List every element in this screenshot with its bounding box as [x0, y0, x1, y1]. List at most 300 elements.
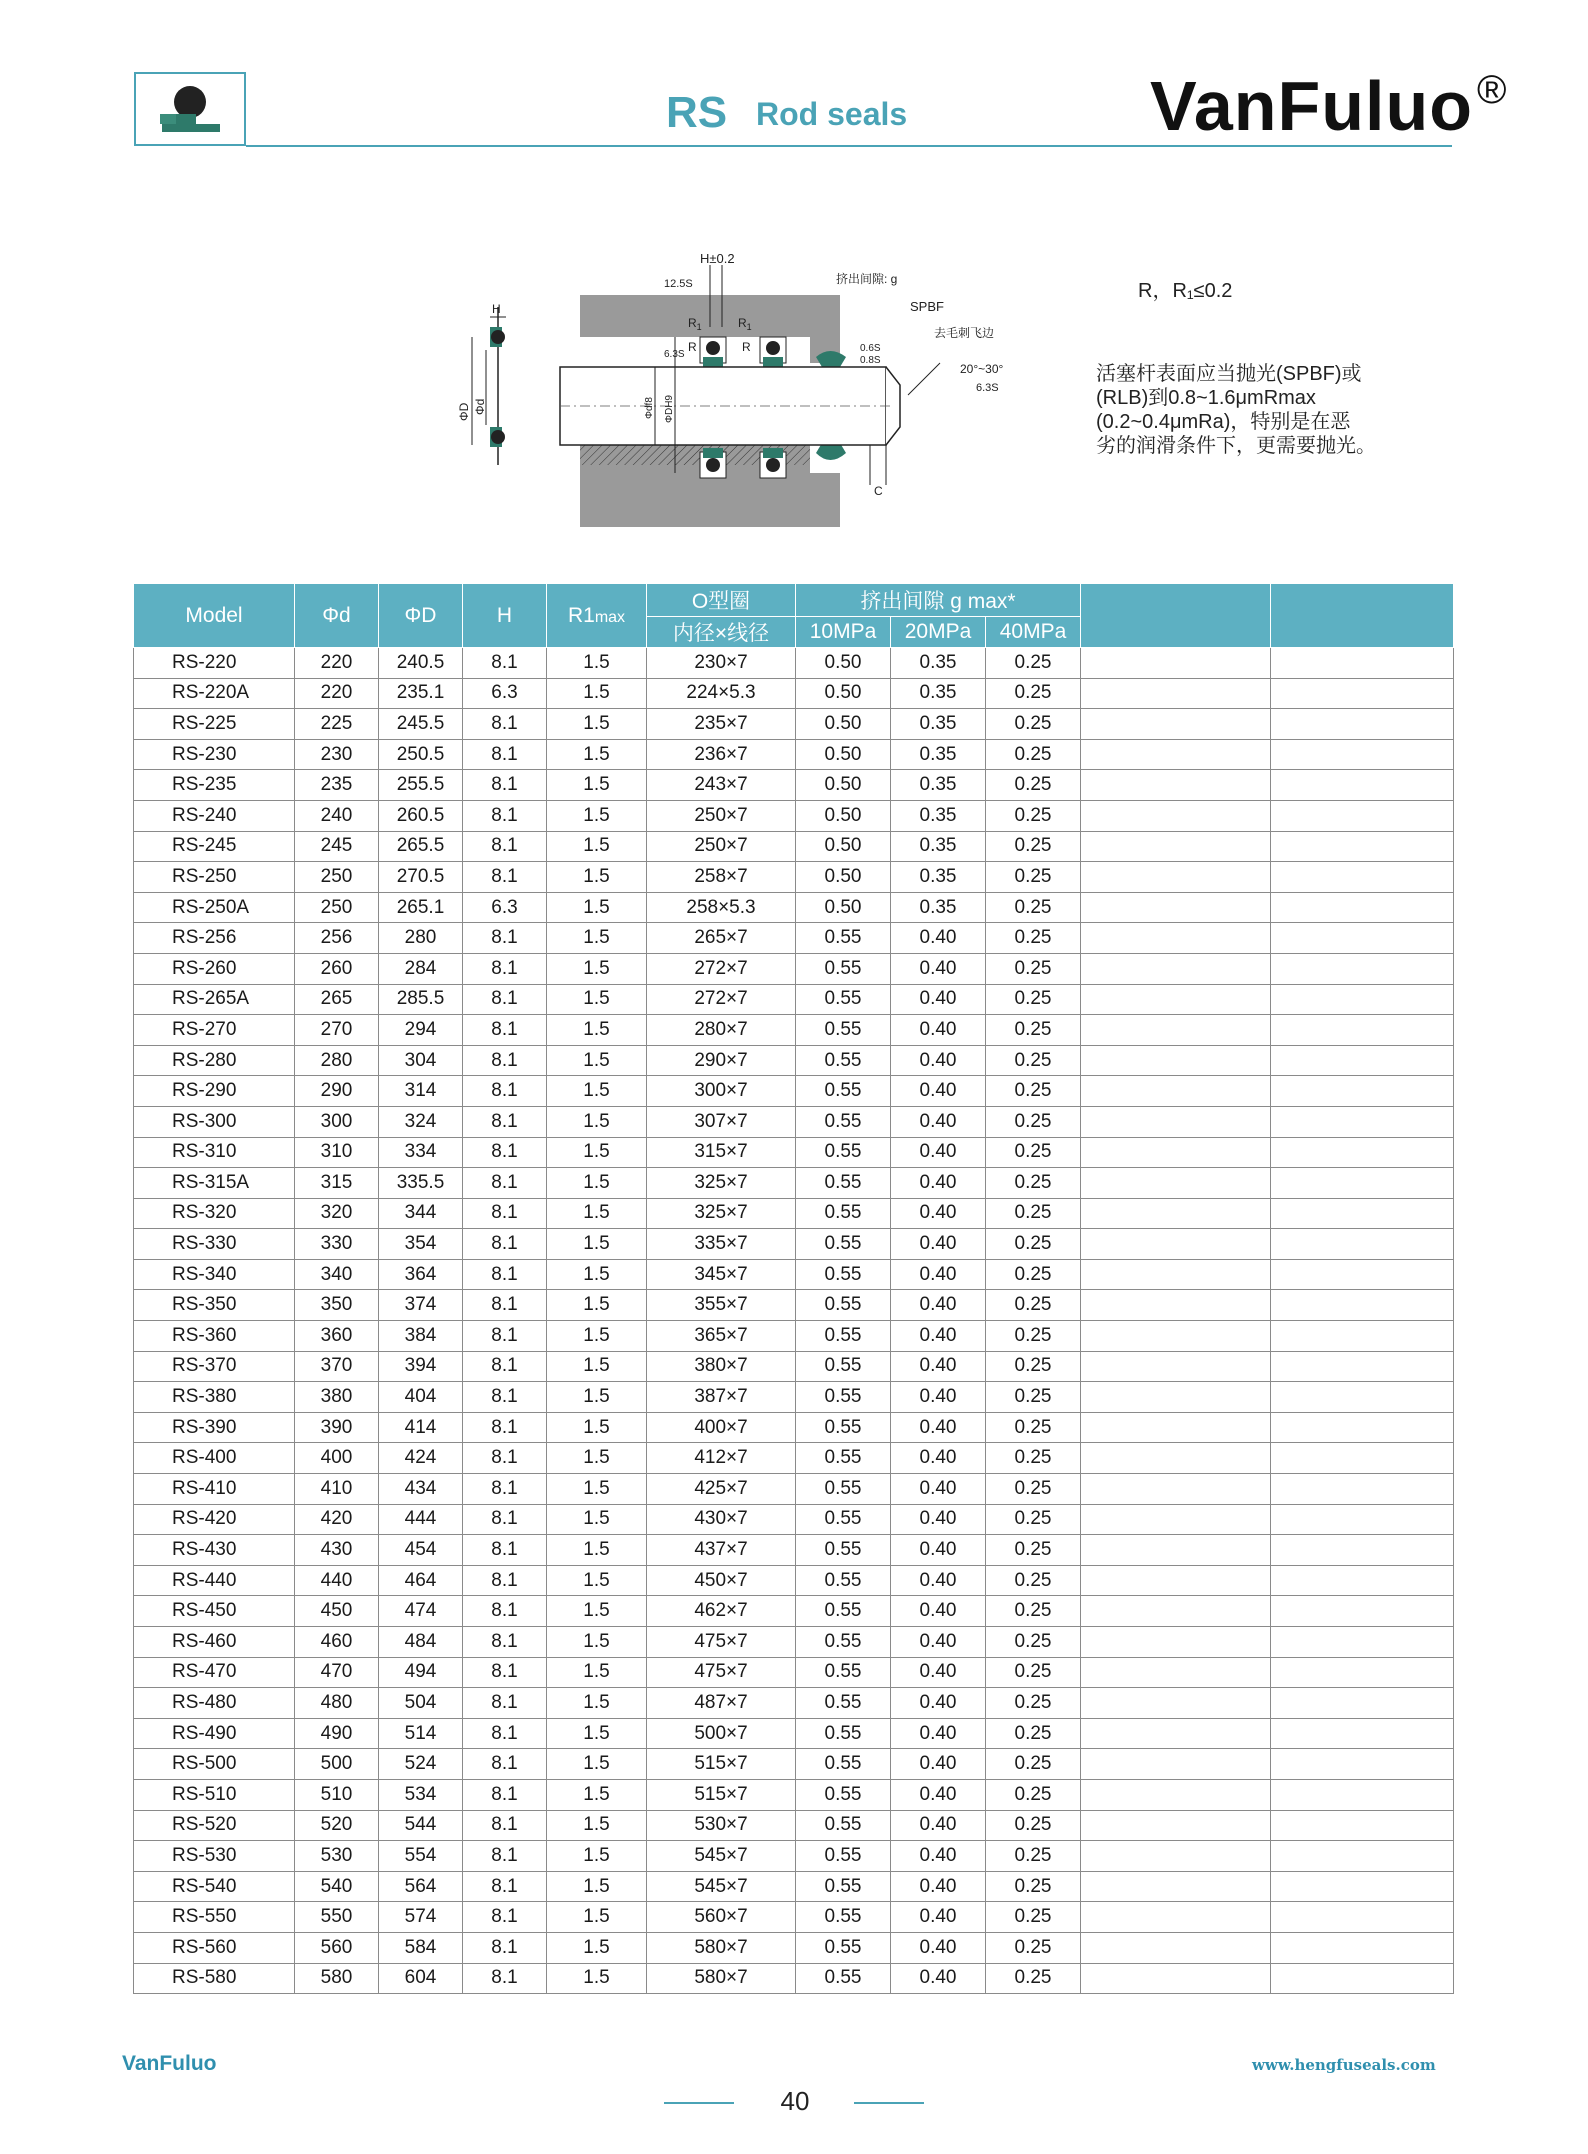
H-cell: 8.1	[463, 1963, 547, 1994]
table-row	[134, 831, 1454, 862]
gap-10mpa-cell: 0.55	[796, 1688, 891, 1719]
gap-20mpa-cell: 0.35	[891, 862, 986, 893]
gap-40mpa-cell: 0.25	[986, 1932, 1081, 1963]
gap-40mpa-cell: 0.25	[986, 1627, 1081, 1658]
blank-cell	[1081, 1871, 1271, 1902]
oring-cell: 258×7	[647, 862, 796, 893]
oring-cell: 545×7	[647, 1841, 796, 1872]
table-row	[134, 1779, 1454, 1810]
d-cell: 440	[295, 1565, 379, 1596]
blank-cell	[1081, 1749, 1271, 1780]
gap-10mpa-cell: 0.55	[796, 1565, 891, 1596]
D-cell: 574	[379, 1902, 463, 1933]
H-cell: 8.1	[463, 739, 547, 770]
blank-cell	[1081, 1015, 1271, 1046]
model-cell: RS-430	[134, 1535, 295, 1566]
H-cell: 8.1	[463, 953, 547, 984]
gap-10mpa-cell: 0.55	[796, 984, 891, 1015]
d-cell: 560	[295, 1932, 379, 1963]
gap-20mpa-cell: 0.35	[891, 709, 986, 740]
model-cell: RS-250A	[134, 892, 295, 923]
gap-10mpa-cell: 0.50	[796, 770, 891, 801]
gap-40mpa-cell: 0.25	[986, 1871, 1081, 1902]
H-cell: 8.1	[463, 1841, 547, 1872]
blank-cell	[1081, 923, 1271, 954]
gap-20mpa-cell: 0.40	[891, 1565, 986, 1596]
D-cell: 265.1	[379, 892, 463, 923]
H-cell: 8.1	[463, 1657, 547, 1688]
col-header-20mpa: 20MPa	[891, 617, 986, 648]
gap-40mpa-cell: 0.25	[986, 1565, 1081, 1596]
col-header-oring-1: O型圈	[647, 584, 796, 617]
gap-20mpa-cell: 0.40	[891, 1290, 986, 1321]
gap-20mpa-cell: 0.40	[891, 1810, 986, 1841]
H-cell: 8.1	[463, 1076, 547, 1107]
r1-cell: 1.5	[547, 1688, 647, 1719]
D-cell: 324	[379, 1106, 463, 1137]
d-cell: 550	[295, 1902, 379, 1933]
col-header-r1-sub: max	[594, 608, 626, 626]
gap-10mpa-cell: 0.55	[796, 1810, 891, 1841]
oring-cell: 250×7	[647, 800, 796, 831]
gap-20mpa-cell: 0.40	[891, 1871, 986, 1902]
D-cell: 604	[379, 1963, 463, 1994]
r1-label-text: R	[688, 316, 697, 330]
r1-cell: 1.5	[547, 1045, 647, 1076]
footer-brand: VanFuluo	[122, 2052, 217, 2075]
oring-cell: 345×7	[647, 1259, 796, 1290]
d-cell: 320	[295, 1198, 379, 1229]
gap-40mpa-cell: 0.25	[986, 800, 1081, 831]
model-cell: RS-270	[134, 1015, 295, 1046]
H-cell: 8.1	[463, 1229, 547, 1260]
blank-cell	[1081, 1657, 1271, 1688]
gap-40mpa-cell: 0.25	[986, 1535, 1081, 1566]
H-cell: 8.1	[463, 1535, 547, 1566]
r1-cell: 1.5	[547, 1718, 647, 1749]
r1-cell: 1.5	[547, 1168, 647, 1199]
D-cell: 424	[379, 1443, 463, 1474]
blank-cell	[1271, 892, 1454, 923]
blank-cell	[1271, 1565, 1454, 1596]
gap-20mpa-cell: 0.35	[891, 678, 986, 709]
oring-cell: 224×5.3	[647, 678, 796, 709]
blank-cell	[1271, 678, 1454, 709]
col-header-D: ΦD	[379, 584, 463, 648]
D-cell: 564	[379, 1871, 463, 1902]
deburr-label: 去毛刺飞边	[934, 326, 995, 340]
gap-20mpa-cell: 0.40	[891, 1474, 986, 1505]
gap-20mpa-cell: 0.35	[891, 739, 986, 770]
radius-tolerance-note: R，R₁≤0.2	[1138, 280, 1233, 302]
gap-20mpa-cell: 0.40	[891, 1749, 986, 1780]
oring-cell: 250×7	[647, 831, 796, 862]
surface-finish-note	[1096, 362, 1436, 458]
d-cell: 400	[295, 1443, 379, 1474]
r1-cell: 1.5	[547, 1779, 647, 1810]
model-cell: RS-280	[134, 1045, 295, 1076]
model-cell: RS-540	[134, 1871, 295, 1902]
blank-cell	[1271, 1229, 1454, 1260]
D-cell: 554	[379, 1841, 463, 1872]
H-cell: 8.1	[463, 862, 547, 893]
col-header-H: H	[463, 584, 547, 648]
page-number-rule-left	[664, 2102, 734, 2104]
oring-cell: 258×5.3	[647, 892, 796, 923]
gap-10mpa-cell: 0.55	[796, 1382, 891, 1413]
model-cell: RS-260	[134, 953, 295, 984]
model-cell: RS-440	[134, 1565, 295, 1596]
brand-name: VanFuluo	[1150, 67, 1473, 145]
d-cell: 300	[295, 1106, 379, 1137]
blank-cell	[1271, 1596, 1454, 1627]
gap-20mpa-cell: 0.40	[891, 1198, 986, 1229]
table-row	[134, 1015, 1454, 1046]
gap-40mpa-cell: 0.25	[986, 709, 1081, 740]
table-row	[134, 1351, 1454, 1382]
gap-40mpa-cell: 0.25	[986, 1902, 1081, 1933]
gap-40mpa-cell: 0.25	[986, 1810, 1081, 1841]
blank-cell	[1081, 1535, 1271, 1566]
blank-cell	[1271, 1198, 1454, 1229]
gap-label: 挤出间隙: g	[836, 272, 898, 286]
d-cell: 450	[295, 1596, 379, 1627]
D-cell: 584	[379, 1932, 463, 1963]
blank-cell	[1081, 1076, 1271, 1107]
D-cell: 444	[379, 1504, 463, 1535]
blank-cell	[1271, 1443, 1454, 1474]
H-cell: 8.1	[463, 1351, 547, 1382]
r1-cell: 1.5	[547, 1290, 647, 1321]
r1-cell: 1.5	[547, 1198, 647, 1229]
oring-cell: 530×7	[647, 1810, 796, 1841]
table-row	[134, 1535, 1454, 1566]
H-cell: 8.1	[463, 1718, 547, 1749]
H-cell: 8.1	[463, 1779, 547, 1810]
r1-cell: 1.5	[547, 831, 647, 862]
blank-cell	[1081, 1902, 1271, 1933]
blank-cell	[1271, 831, 1454, 862]
blank-cell	[1271, 1015, 1454, 1046]
oring-cell: 475×7	[647, 1657, 796, 1688]
blank-cell	[1271, 1718, 1454, 1749]
H-cell: 8.1	[463, 1290, 547, 1321]
H-cell: 8.1	[463, 1106, 547, 1137]
d-cell: 370	[295, 1351, 379, 1382]
table-row	[134, 1718, 1454, 1749]
gap-40mpa-cell: 0.25	[986, 1382, 1081, 1413]
blank-cell	[1081, 1718, 1271, 1749]
d-cell: 220	[295, 648, 379, 679]
gap-40mpa-cell: 0.25	[986, 1198, 1081, 1229]
blank-cell	[1081, 1504, 1271, 1535]
D-cell: 544	[379, 1810, 463, 1841]
blank-cell	[1271, 1382, 1454, 1413]
gap-10mpa-cell: 0.55	[796, 1779, 891, 1810]
gap-20mpa-cell: 0.40	[891, 1657, 986, 1688]
blank-cell	[1081, 1106, 1271, 1137]
blank-cell	[1081, 1963, 1271, 1994]
r1-cell: 1.5	[547, 770, 647, 801]
table-row	[134, 1627, 1454, 1658]
oring-cell: 265×7	[647, 923, 796, 954]
oring-cell: 230×7	[647, 648, 796, 679]
oring-cell: 335×7	[647, 1229, 796, 1260]
blank-cell	[1271, 1106, 1454, 1137]
H-cell: 8.1	[463, 1045, 547, 1076]
gap-20mpa-cell: 0.40	[891, 1168, 986, 1199]
h-tolerance-label: H±0.2	[700, 251, 735, 266]
model-cell: RS-340	[134, 1259, 295, 1290]
gap-40mpa-cell: 0.25	[986, 1779, 1081, 1810]
gap-20mpa-cell: 0.40	[891, 1596, 986, 1627]
H-cell: 8.1	[463, 1596, 547, 1627]
surface-note-line: (0.2~0.4μmRa)，特别是在恶	[1096, 411, 1351, 433]
gap-20mpa-cell: 0.35	[891, 831, 986, 862]
gap-20mpa-cell: 0.40	[891, 1504, 986, 1535]
r1-cell: 1.5	[547, 1382, 647, 1413]
gap-40mpa-cell: 0.25	[986, 648, 1081, 679]
table-row	[134, 1290, 1454, 1321]
D-cell: 334	[379, 1137, 463, 1168]
model-cell: RS-550	[134, 1902, 295, 1933]
oring-cell: 475×7	[647, 1627, 796, 1658]
gap-40mpa-cell: 0.25	[986, 739, 1081, 770]
gap-10mpa-cell: 0.50	[796, 648, 891, 679]
model-cell: RS-315A	[134, 1168, 295, 1199]
col-header-r1-text: R1	[567, 603, 595, 627]
col-header-blank-2	[1271, 584, 1454, 648]
D-cell: 454	[379, 1535, 463, 1566]
blank-cell	[1081, 1382, 1271, 1413]
gap-40mpa-cell: 0.25	[986, 1015, 1081, 1046]
rod-seal-icon	[136, 74, 244, 144]
H-cell: 8.1	[463, 1015, 547, 1046]
model-cell: RS-490	[134, 1718, 295, 1749]
gap-10mpa-cell: 0.55	[796, 1198, 891, 1229]
oring-cell: 325×7	[647, 1198, 796, 1229]
model-cell: RS-470	[134, 1657, 295, 1688]
r1-cell: 1.5	[547, 678, 647, 709]
gap-20mpa-cell: 0.40	[891, 1535, 986, 1566]
blank-cell	[1271, 1902, 1454, 1933]
H-cell: 8.1	[463, 831, 547, 862]
H-cell: 8.1	[463, 1902, 547, 1933]
table-row	[134, 1902, 1454, 1933]
gap-10mpa-cell: 0.50	[796, 831, 891, 862]
blank-cell	[1271, 770, 1454, 801]
d-cell: 460	[295, 1627, 379, 1658]
model-cell: RS-225	[134, 709, 295, 740]
gap-20mpa-cell: 0.40	[891, 1443, 986, 1474]
blank-cell	[1081, 678, 1271, 709]
gap-40mpa-cell: 0.25	[986, 923, 1081, 954]
gap-40mpa-cell: 0.25	[986, 1596, 1081, 1627]
r1-cell: 1.5	[547, 1137, 647, 1168]
d-cell: 520	[295, 1810, 379, 1841]
D-cell: 235.1	[379, 678, 463, 709]
piston-rod	[560, 367, 900, 445]
gap-10mpa-cell: 0.55	[796, 1137, 891, 1168]
gap-10mpa-cell: 0.55	[796, 1259, 891, 1290]
H-cell: 8.1	[463, 1871, 547, 1902]
gap-40mpa-cell: 0.25	[986, 1718, 1081, 1749]
table-row	[134, 1137, 1454, 1168]
blank-cell	[1271, 1749, 1454, 1780]
gap-10mpa-cell: 0.55	[796, 1168, 891, 1199]
r1-cell: 1.5	[547, 1565, 647, 1596]
D-cell: 474	[379, 1596, 463, 1627]
gap-40mpa-cell: 0.25	[986, 1504, 1081, 1535]
gap-10mpa-cell: 0.55	[796, 1596, 891, 1627]
blank-cell	[1271, 1627, 1454, 1658]
d-cell: 330	[295, 1229, 379, 1260]
blank-cell	[1081, 862, 1271, 893]
d-cell: 430	[295, 1535, 379, 1566]
gap-10mpa-cell: 0.55	[796, 1902, 891, 1933]
gap-40mpa-cell: 0.25	[986, 1229, 1081, 1260]
gap-10mpa-cell: 0.55	[796, 1015, 891, 1046]
table-row	[134, 1259, 1454, 1290]
oring-cell: 307×7	[647, 1106, 796, 1137]
r1-cell: 1.5	[547, 1749, 647, 1780]
gap-40mpa-cell: 0.25	[986, 1168, 1081, 1199]
r1-cell: 1.5	[547, 1076, 647, 1107]
model-cell: RS-220	[134, 648, 295, 679]
r1-cell: 1.5	[547, 984, 647, 1015]
oring-cell: 315×7	[647, 1137, 796, 1168]
r1-cell: 1.5	[547, 1871, 647, 1902]
D-cell: 384	[379, 1321, 463, 1352]
d-cell: 280	[295, 1045, 379, 1076]
oring-cell: 500×7	[647, 1718, 796, 1749]
blank-cell	[1081, 1810, 1271, 1841]
d-cell: 220	[295, 678, 379, 709]
surface-note-line: 活塞杆表面应当抛光(SPBF)或	[1096, 363, 1362, 385]
gap-20mpa-cell: 0.40	[891, 1259, 986, 1290]
gap-20mpa-cell: 0.40	[891, 1045, 986, 1076]
blank-cell	[1271, 953, 1454, 984]
H-cell: 8.1	[463, 770, 547, 801]
gap-10mpa-cell: 0.55	[796, 1627, 891, 1658]
H-cell: 8.1	[463, 1198, 547, 1229]
gap-20mpa-cell: 0.40	[891, 1902, 986, 1933]
gap-10mpa-cell: 0.55	[796, 1871, 891, 1902]
r1-cell: 1.5	[547, 1259, 647, 1290]
r1-cell: 1.5	[547, 892, 647, 923]
model-cell: RS-240	[134, 800, 295, 831]
H-cell: 8.1	[463, 709, 547, 740]
gap-10mpa-cell: 0.55	[796, 1963, 891, 1994]
d-cell: 270	[295, 1015, 379, 1046]
r1-cell: 1.5	[547, 1504, 647, 1535]
r1-label-sub-2: 1	[746, 322, 752, 332]
table-row	[134, 739, 1454, 770]
table-row	[134, 678, 1454, 709]
d-cell: 245	[295, 831, 379, 862]
d-cell: 250	[295, 862, 379, 893]
col-header-oring-2: 内径×线径	[647, 617, 796, 648]
table-row	[134, 1841, 1454, 1872]
table-row	[134, 648, 1454, 679]
blank-cell	[1081, 1290, 1271, 1321]
gap-10mpa-cell: 0.55	[796, 1657, 891, 1688]
oring-cell: 487×7	[647, 1688, 796, 1719]
gap-10mpa-cell: 0.50	[796, 678, 891, 709]
blank-cell	[1081, 1841, 1271, 1872]
blank-cell	[1081, 1137, 1271, 1168]
D-cell: 354	[379, 1229, 463, 1260]
r-label-right: R	[742, 340, 751, 354]
spec-table-body	[134, 648, 1454, 1994]
r1-cell: 1.5	[547, 800, 647, 831]
table-row	[134, 984, 1454, 1015]
D-cell: 364	[379, 1259, 463, 1290]
model-cell: RS-410	[134, 1474, 295, 1505]
model-cell: RS-400	[134, 1443, 295, 1474]
d-cell: 410	[295, 1474, 379, 1505]
roughness-label-b: 6.3S	[664, 349, 685, 360]
d-cell: 265	[295, 984, 379, 1015]
roughness-label-d: 0.8S	[860, 355, 881, 366]
model-cell: RS-330	[134, 1229, 295, 1260]
model-cell: RS-420	[134, 1504, 295, 1535]
r1-cell: 1.5	[547, 1015, 647, 1046]
model-cell: RS-350	[134, 1290, 295, 1321]
blank-cell	[1271, 1779, 1454, 1810]
blank-cell	[1271, 1290, 1454, 1321]
r1-cell: 1.5	[547, 923, 647, 954]
oring-cell: 462×7	[647, 1596, 796, 1627]
oring-cell: 272×7	[647, 953, 796, 984]
blank-cell	[1081, 1168, 1271, 1199]
blank-cell	[1271, 984, 1454, 1015]
d-cell: 500	[295, 1749, 379, 1780]
gap-40mpa-cell: 0.25	[986, 1657, 1081, 1688]
roughness-label-a: 12.5S	[664, 278, 693, 290]
gap-40mpa-cell: 0.25	[986, 1443, 1081, 1474]
model-cell: RS-300	[134, 1106, 295, 1137]
chamfer-label: C	[874, 484, 883, 498]
blank-cell	[1271, 1871, 1454, 1902]
blank-cell	[1081, 1229, 1271, 1260]
r1-cell: 1.5	[547, 1627, 647, 1658]
d-cell: 225	[295, 709, 379, 740]
blank-cell	[1081, 648, 1271, 679]
footer-url[interactable]: www.hengfuseals.com	[1252, 2056, 1436, 2074]
blank-cell	[1271, 1535, 1454, 1566]
table-row	[134, 1749, 1454, 1780]
spbf-label: SPBF	[910, 299, 944, 314]
blank-cell	[1081, 709, 1271, 740]
D-cell: 265.5	[379, 831, 463, 862]
r1-cell: 1.5	[547, 953, 647, 984]
blank-cell	[1081, 1627, 1271, 1658]
d-cell: 315	[295, 1168, 379, 1199]
d-cell: 235	[295, 770, 379, 801]
model-cell: RS-480	[134, 1688, 295, 1719]
blank-cell	[1271, 1045, 1454, 1076]
d-cell: 420	[295, 1504, 379, 1535]
model-cell: RS-360	[134, 1321, 295, 1352]
D-cell: 404	[379, 1382, 463, 1413]
gap-10mpa-cell: 0.55	[796, 1045, 891, 1076]
D-cell: 335.5	[379, 1168, 463, 1199]
r1-cell: 1.5	[547, 862, 647, 893]
model-cell: RS-245	[134, 831, 295, 862]
d-cell: 350	[295, 1290, 379, 1321]
gap-10mpa-cell: 0.55	[796, 1412, 891, 1443]
